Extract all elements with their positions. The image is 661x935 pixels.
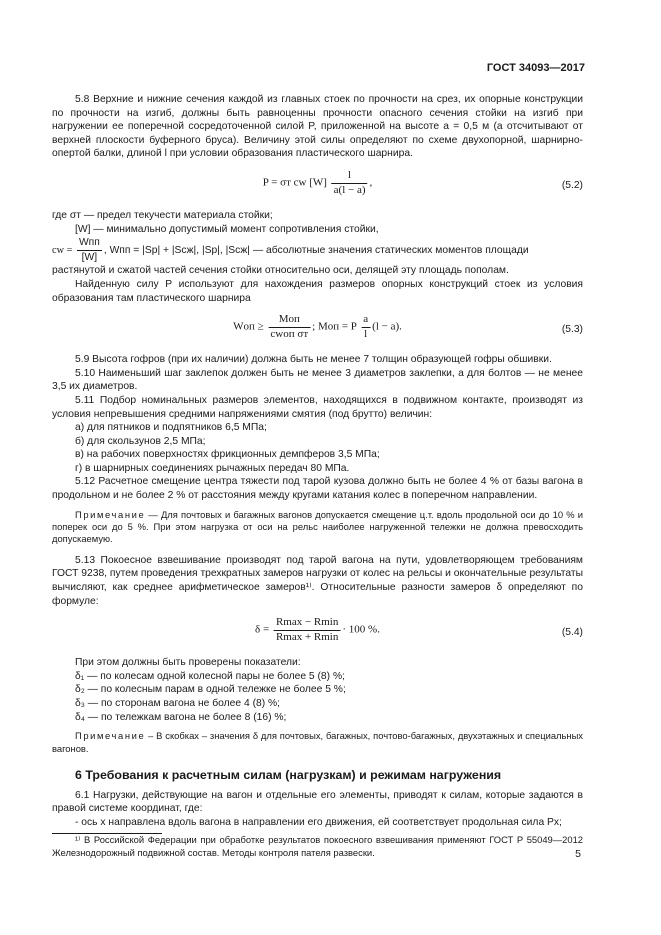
formula-5-4-number: (5.4): [561, 627, 583, 639]
where-line-2: [W] — минимально допустимый момент сопротивления стойки,: [75, 223, 379, 235]
formula-5-3-lhs: Wоп ≥: [233, 320, 264, 333]
formula-5-2-number: (5.2): [561, 179, 583, 191]
formula-5-3-mid: ; Mоп = P: [312, 320, 357, 333]
note-2-text: – В скобках – значения δ для почтовых, багажных, почтово-багажных, двухэтажных и специальных вагонов.: [52, 730, 583, 754]
formula-5-3-fraction-1: [268, 313, 310, 341]
formula-5-4-numerator: Rmax − Rmin: [274, 616, 340, 631]
formula-5-3-denominator-2: l: [364, 327, 368, 340]
formula-5-2-lhs: P = σт cw [W]: [262, 176, 327, 189]
formula-5-4-lhs: δ =: [255, 623, 270, 636]
cw-fraction: [77, 236, 102, 264]
formula-5-4-expression: [255, 616, 380, 644]
paragraph-5-13: 5.13 Покоесное взвешивание производят под тарой вагона на пути, удовлетворяющем требованиям ГОСТ 9238, путем проведения трехкратных замеров нагрузки от колес на рельсы и окончательные результаты вычисляют, как среднее арифметическое замеров¹⁾. Относительные разности замеров δ определяют по формуле:: [52, 554, 583, 607]
formula-5-3: [52, 313, 583, 347]
list-item-delta-2: δ₂ — по колесным парам в одной тележке не более 5 %;: [75, 684, 346, 696]
note-2-label: Примечание: [75, 730, 146, 742]
cw-lhs: cw =: [52, 244, 75, 256]
formula-5-2: [52, 169, 583, 203]
formula-5-2-fraction: [332, 169, 368, 197]
formula-5-2-denominator: a(l − a): [333, 183, 366, 196]
paragraph-5-12: 5.12 Расчетное смещение центра тяжести под тарой кузова должно быть не более 4 % от базы вагона в продольном и не более 2 % от расстояния между кругами катания колес в поперечном направлении.: [52, 476, 583, 502]
cw-numerator: Wпп: [77, 236, 102, 251]
paragraph-5-10: 5.10 Наименьший шаг заклепок должен быть не менее 3 диаметров заклепки, а для болтов — не менее 3,5 их диаметров.: [52, 367, 583, 393]
cw-denominator: [W]: [81, 251, 98, 263]
paragraph-6-1: 6.1 Нагрузки, действующие на вагон и отдельные его элементы, приводят к силам, которые задаются в правой системе координат, где:: [52, 789, 583, 815]
paragraph-check: При этом должны быть проверены показатели:: [75, 657, 301, 669]
section-6-heading: 6 Требования к расчетным силам (нагрузкам) и режимам нагружения: [75, 768, 502, 783]
document-header: ГОСТ 34093—2017: [486, 62, 585, 74]
formula-5-3-number: (5.3): [561, 324, 583, 336]
where-line-3: [52, 236, 583, 264]
list-item-delta-1: δ₁ — по колесам одной колесной пары не более 5 (8) %;: [75, 670, 345, 682]
list-item-delta-3: δ₃ — по сторонам вагона не более 4 (8) %;: [75, 698, 281, 710]
list-item-5-11-a: а) для пятников и подпятников 6,5 МПа;: [75, 422, 267, 434]
formula-5-3-numerator-2: a: [361, 313, 370, 328]
formula-5-3-tail: (l − a).: [372, 320, 402, 333]
note-1: [52, 509, 583, 546]
paragraph-found-force: Найденную силу P используют для нахождения размеров опорных конструкций стоек из условия образования там пластического шарнира: [52, 278, 583, 304]
list-item-5-11-c: в) на рабочих поверхностях фрикционных демпферов 3,5 МПа;: [75, 449, 380, 461]
note-1-label: Примечание: [75, 508, 146, 520]
paragraph-6-1-x-axis: - ось x направлена вдоль вагона в направлении его движения, ей соответствует продольная сила Px;: [75, 816, 562, 828]
note-1-text: — Для почтовых и багажных вагонов допускается смещение ц.т. вдоль продольной оси до 10 % и поперек оси до 5 %. При этом нагрузка от оси на рельс наиболее нагруженной тележки не должна превосходить допускаемую.: [52, 508, 583, 545]
formula-5-3-fraction-2: [361, 313, 370, 341]
formula-5-3-denominator-1: cwоп σт: [270, 327, 309, 340]
list-item-delta-4: δ₄ — по тележкам вагона не более 8 (16) %;: [75, 711, 287, 723]
formula-5-4-tail: · 100 %.: [342, 623, 380, 636]
formula-5-2-numerator: l: [332, 169, 368, 184]
formula-5-4-denominator: Rmax + Rmin: [275, 630, 339, 643]
formula-5-3-expression: [233, 313, 402, 341]
paragraph-5-8: 5.8 Верхние и нижние сечения каждой из главных стоек по прочности на срез, их опорные конструкции по прочности на изгиб, должны быть равноценны прочности опасного сечения стойки на изгиб при нагружении ее поперечной сосредоточенной силой P, приложенной на высоте a = 0,5 м (а отсчитывают от верхней плоскости буферного бруса). Величину этой силы определяют по схеме двухопорной, шарнирно-опертой балки, длиной l при условии образования пластического шарнира.: [52, 94, 583, 160]
formula-5-3-numerator-1: Mоп: [268, 313, 310, 328]
list-item-5-11-d: г) в шарнирных соединениях рычажных передач 80 МПа.: [75, 462, 350, 474]
list-item-5-11-b: б) для скользунов 2,5 МПа;: [75, 435, 206, 447]
where-line-3-rest: , Wпп = |Sр| + |Sсж|, |Sр|, |Sсж| — абсолютные значения статических моментов площади: [103, 244, 529, 256]
footnote-1: ¹⁾ В Российской Федерации при обработке результатов покоесного взвешивания применяют ГОСТ Р 55049—2012 Железнодорожный подвижной состав. Методы контроля пателя развески.: [52, 834, 583, 858]
page-body: [52, 93, 583, 859]
formula-5-4-fraction: [274, 616, 340, 644]
paragraph-5-9: 5.9 Высота гофров (при их наличии) должна быть не менее 7 толщин образующей гофры обшивки.: [75, 354, 552, 366]
formula-5-2-tail: ,: [369, 176, 373, 189]
paragraph-continuation: растянутой и сжатой частей сечения стойки относительно оси, делящей эту площадь пополам.: [52, 265, 509, 277]
paragraph-5-11: 5.11 Подбор номинальных размеров элементов, находящихся в подвижном контакте, производят из условия непревышения средними напряжениями смятия (под брутто) величин:: [52, 394, 583, 420]
note-2: [52, 730, 583, 755]
page-number: 5: [575, 848, 581, 860]
formula-5-2-expression: [263, 169, 373, 197]
formula-5-4: [52, 616, 583, 650]
where-line-1: где σт — предел текучести материала стойки;: [52, 209, 273, 221]
